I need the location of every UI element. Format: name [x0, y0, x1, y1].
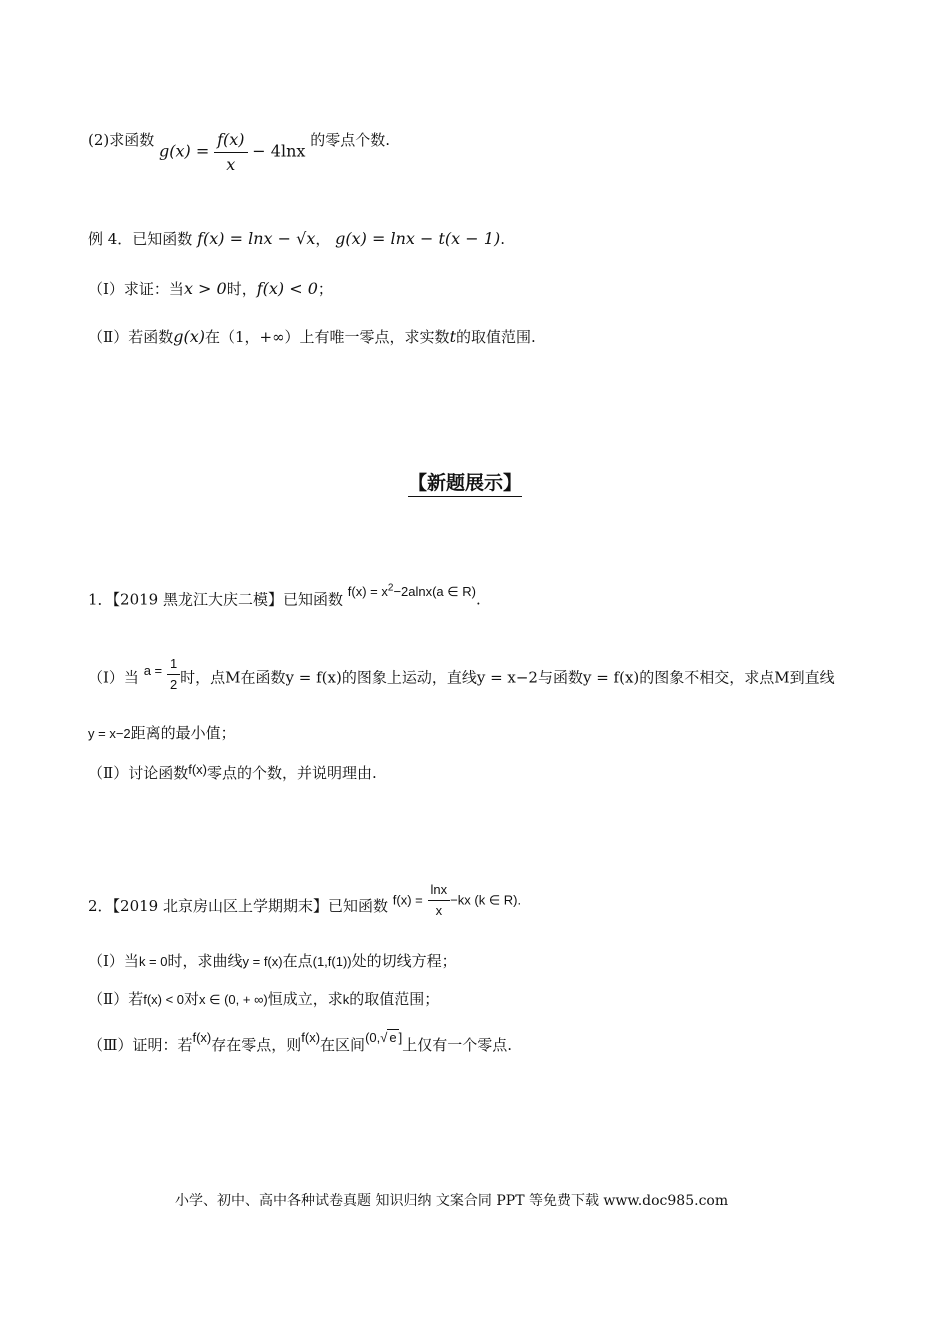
problem1-q1-num: 1	[167, 656, 180, 675]
problem2-tail: −kx (k ∈ R).	[450, 892, 522, 908]
example4-q2-var: t	[449, 327, 456, 346]
problem1-func-exp: 2	[387, 583, 394, 594]
problem2-q3	[88, 1030, 513, 1057]
page-footer: 小学、初中、高中各种试卷真题 知识归纳 文案合同 PPT 等免费下载 www.doc985.com	[175, 1193, 729, 1209]
problem2-q2-domain: x ∈ (0, + ∞)	[199, 992, 268, 1007]
problem2-q2-for: 对	[184, 990, 200, 1008]
example4-q1-end: ；	[317, 280, 333, 298]
problem1-q1-text1: 时，点M在函数y = f(x)的图象上运动，直线y = x−2与函数y = f(x)的图象不相交，求点M到直线	[180, 668, 835, 687]
problem1-label: 1．【2019 黑龙江大庆二模】已知函数	[88, 590, 343, 609]
example4-q2-mid: 在（1，+∞）上有唯一零点，求实数	[204, 328, 450, 346]
example4-statement	[88, 228, 505, 250]
problem2-q2-var: k	[342, 992, 350, 1007]
example4-q1-mid: 时，	[226, 280, 257, 298]
example4-q1	[88, 278, 333, 300]
prev-part2-num: f(x)	[214, 130, 247, 153]
prev-part2-prefix: (2)求函数	[88, 130, 155, 149]
example4-sep: ，	[315, 230, 331, 248]
problem1-func	[348, 584, 476, 599]
problem2-statement	[88, 882, 521, 919]
prev-part2-func: g(x) =	[159, 141, 210, 161]
prev-part2-tail: − 4lnx	[252, 141, 306, 161]
problem1-q2-func: f(x)	[188, 762, 207, 777]
problem2-q2-end: 的取值范围；	[349, 990, 440, 1008]
problem2-q3-prefix: （Ⅲ）证明：若	[88, 1036, 193, 1054]
example4-label: 例 4．已知函数	[88, 230, 193, 248]
problem2-q2-mid: 恒成立，求	[267, 990, 343, 1008]
problem1-q1-line2-text: 距离的最小值；	[130, 724, 236, 742]
problem2-num: lnx	[428, 882, 451, 901]
problem1-func-tail: −2alnx(a ∈ R)	[393, 584, 476, 600]
problem2-q3-interval-left: (0,	[365, 1030, 381, 1045]
example4-end: .	[500, 230, 505, 248]
prev-part2-den: x	[226, 155, 236, 174]
problem1-q1-prefix: （Ⅰ）当	[88, 668, 139, 687]
example4-f-def: f(x) = lnx − √x	[197, 229, 316, 248]
problem2-func: f(x) =	[392, 892, 423, 908]
problem2-q3-interval: (0,√ e ]	[365, 1030, 403, 1045]
section-title: 【新题展示】	[408, 468, 522, 497]
problem1-q2-text: 零点的个数，并说明理由.	[206, 764, 377, 782]
prev-part2-fraction	[214, 130, 247, 175]
example4-q2-end: 的取值范围.	[456, 328, 536, 346]
problem2-q2-prefix: （Ⅱ）若	[88, 990, 144, 1008]
problem2-q3-mid2: 在区间	[320, 1036, 366, 1054]
problem1-q1-line2	[88, 722, 236, 745]
example4-g-def: g(x) = lnx − t(x − 1)	[335, 229, 501, 248]
problem1-q1	[88, 656, 835, 697]
problem2-q1-point: (1,f(1))	[312, 954, 352, 969]
problem2-q2-ineq: f(x) < 0	[143, 992, 185, 1007]
example4-q2-prefix: （Ⅱ）若函数	[88, 328, 174, 346]
problem1-q2	[88, 762, 377, 785]
problem2-den: x	[435, 903, 443, 918]
example4-q2	[88, 326, 536, 348]
problem2-q3-func2: f(x)	[301, 1030, 321, 1045]
problem2-q1-mid: 时，求曲线	[167, 952, 243, 970]
problem2-q1-prefix: （Ⅰ）当	[88, 952, 139, 970]
prev-part2	[88, 130, 390, 175]
example4-q2-func: g(x)	[173, 327, 205, 346]
problem2-q3-interval-root: e	[389, 1030, 397, 1045]
problem2-q1-at: 在点	[282, 952, 313, 970]
problem1-statement	[88, 583, 481, 611]
problem2-q1-end: 处的切线方程；	[351, 952, 457, 970]
problem1-func-base: f(x) = x	[347, 584, 388, 600]
problem1-q1-den: 2	[169, 677, 178, 692]
problem2-q1	[88, 950, 457, 973]
problem2-label: 2．【2019 北京房山区上学期期末】已知函数	[88, 896, 388, 915]
example4-q1-expr: f(x) < 0	[256, 279, 318, 298]
problem2-q3-interval-right: ]	[398, 1030, 403, 1045]
problem2-q3-end: 上仅有一个零点.	[402, 1036, 513, 1054]
problem2-q3-func1: f(x)	[192, 1030, 212, 1045]
problem2-q1-curve: y = f(x)	[242, 954, 283, 969]
prev-part2-suffix: 的零点个数.	[310, 130, 390, 149]
problem1-q1-fraction	[167, 656, 180, 693]
problem1-q1-a: a =	[143, 662, 163, 678]
example4-q1-cond: x > 0	[183, 279, 227, 298]
problem1-q2-prefix: （Ⅱ）讨论函数	[88, 764, 189, 782]
example4-q1-prefix: （Ⅰ）求证：当	[88, 280, 184, 298]
problem1-q1-line2-expr: y = x−2	[88, 726, 131, 741]
problem2-q2	[88, 988, 439, 1011]
problem2-q3-mid1: 存在零点，则	[211, 1036, 302, 1054]
problem1-end: .	[475, 590, 481, 609]
problem2-q1-cond: k = 0	[138, 954, 168, 969]
problem2-fraction	[428, 882, 451, 919]
